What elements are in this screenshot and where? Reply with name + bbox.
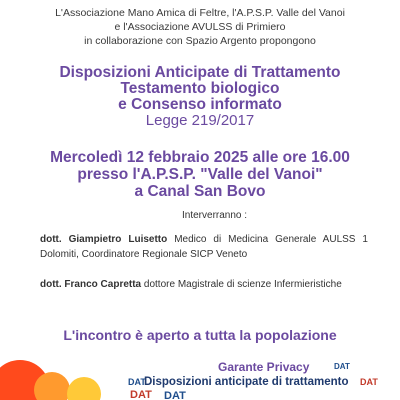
yellow-dot <box>67 377 101 400</box>
intro-line-1: L'Associazione Mano Amica di Feltre, l'A.P.S.P. Valle del Vanoi <box>55 7 345 19</box>
speaker-1 <box>40 232 368 262</box>
speaker-2-role: dottore Magistrale di scienze Infermieristiche <box>141 279 342 290</box>
word-dat: DAT <box>360 377 378 387</box>
event-town: a Canal San Bovo <box>134 183 266 200</box>
decorative-dots <box>0 350 110 400</box>
speakers-heading: Interverranno : <box>182 210 248 221</box>
title-line-1: Disposizioni Anticipate di Trattamento <box>59 64 341 81</box>
word-dat: DAT <box>164 390 186 400</box>
intro-block <box>0 6 400 48</box>
word-cloud <box>128 353 400 400</box>
speaker-2-name: dott. Franco Capretta <box>40 279 142 290</box>
intro-line-2: e l'Associazione AVULSS di Primiero <box>114 21 286 33</box>
speaker-1-role: Medico di Medicina Generale AULSS 1 Dolomiti, Coordinatore Regionale SICP Veneto <box>40 234 368 260</box>
event-details <box>0 149 400 200</box>
law-reference: Legge 219/2017 <box>145 112 255 129</box>
speaker-1-name: dott. Giampietro Luisetto <box>40 234 168 245</box>
title-line-3: e Consenso informato <box>118 96 282 113</box>
event-title <box>0 65 400 129</box>
word-dat: DAT <box>334 362 350 371</box>
word-garante-privacy: Garante Privacy <box>218 360 310 374</box>
speaker-2 <box>40 277 368 292</box>
word-dat: DAT <box>128 377 146 387</box>
event-place: presso l'A.P.S.P. "Valle del Vanoi" <box>77 166 323 183</box>
intro-line-3: in collaborazione con Spazio Argento propongono <box>84 35 316 47</box>
word-dat: DAT <box>130 389 152 400</box>
event-date: Mercoledì 12 febbraio 2025 alle ore 16.00 <box>50 149 350 166</box>
title-line-2: Testamento biologico <box>120 80 280 97</box>
closing-note: L'incontro è aperto a tutta la popolazione <box>63 327 337 343</box>
word-disposizioni: Disposizioni anticipate di trattamento <box>144 376 349 388</box>
